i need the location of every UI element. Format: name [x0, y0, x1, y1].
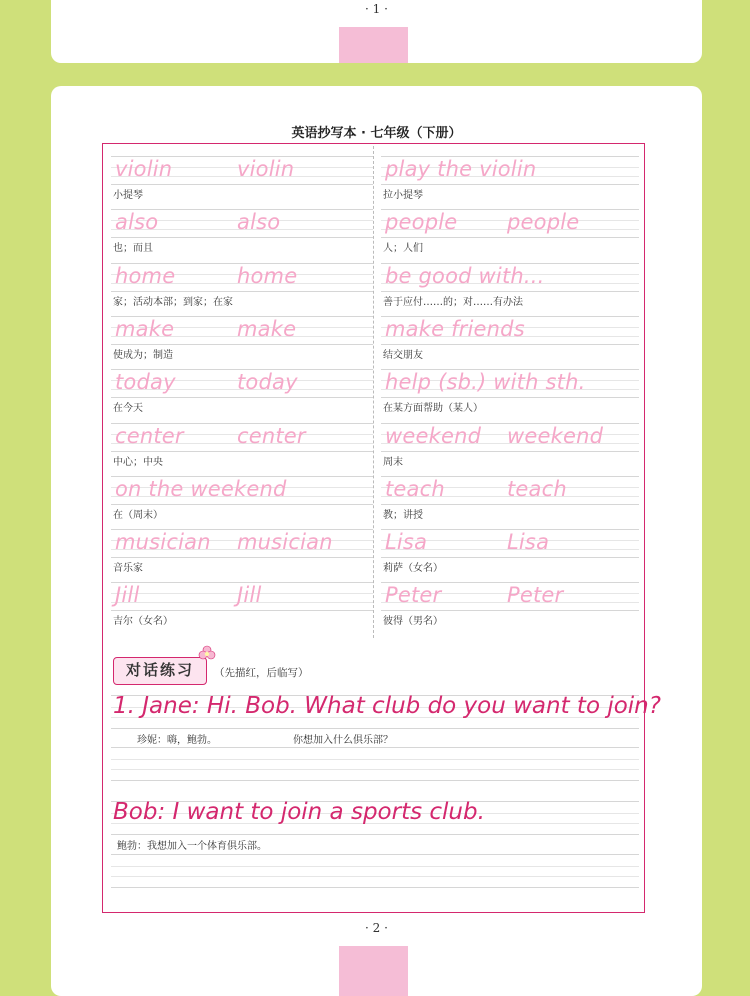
vocab-row-left [111, 519, 373, 575]
vocab-row-right [381, 146, 639, 201]
vocab-row-left [111, 572, 373, 628]
trace-word: center [237, 423, 306, 448]
dialog-instruction: （先描红，后临写） [214, 667, 309, 679]
dialog-translation-1a: 珍妮：嗨，鲍勃。 [137, 735, 217, 746]
trace-word: Jill [237, 583, 262, 608]
trace-word: Lisa [507, 530, 550, 555]
trace-word: teach [507, 476, 567, 501]
dialog-sentence-1: 1. Jane: Hi. Bob. What club do you want to join? [113, 693, 661, 719]
trace-word: make [115, 316, 175, 341]
column-divider [373, 146, 374, 638]
dialog-practice-line-2 [111, 854, 639, 888]
vocab-row-left [111, 253, 373, 308]
book-title: 英语抄写本 · 七年级（下册） [291, 126, 462, 141]
trace-word: musician [115, 530, 211, 555]
dialog-translation-2: 鲍勃：我想加入一个体育俱乐部。 [117, 841, 267, 852]
word-meaning: 使成为；制造 [113, 349, 173, 361]
word-meaning: 周末 [383, 456, 403, 468]
current-page [51, 86, 702, 996]
trace-word: weekend [385, 423, 482, 448]
trace-word: teach [385, 476, 445, 501]
trace-word: be good with... [385, 263, 545, 288]
page-tab-2 [339, 946, 408, 996]
word-meaning: 教；讲授 [383, 509, 423, 521]
vocab-row-left [111, 306, 373, 361]
trace-word: also [237, 210, 281, 235]
trace-word: Peter [507, 583, 564, 608]
word-meaning: 人；人们 [383, 243, 423, 255]
word-meaning: 中心；中央 [113, 456, 163, 468]
word-meaning: 家；活动本部；到家；在家 [113, 296, 233, 308]
trace-word: play the violin [385, 157, 537, 181]
word-meaning: 拉小提琴 [383, 190, 423, 201]
vocab-row-left [111, 359, 373, 415]
vocab-row-right [381, 466, 639, 521]
trace-word: make friends [385, 316, 525, 341]
vocab-row-left [111, 199, 373, 255]
word-meaning: 在（周末） [113, 509, 163, 521]
word-meaning: 善于应付……的；对……有办法 [383, 296, 523, 308]
vocab-row-right [381, 413, 639, 468]
trace-word: people [507, 210, 580, 235]
trace-word: Peter [385, 583, 442, 608]
vocab-row-right [381, 199, 639, 255]
page-number-2: · 2 · [365, 921, 388, 935]
vocab-row-left [111, 466, 373, 521]
trace-word: violin [237, 157, 295, 181]
word-meaning: 彼得（男名） [383, 616, 443, 628]
vocab-row-right [381, 253, 639, 308]
trace-word: violin [115, 157, 173, 181]
trace-word: home [237, 263, 298, 288]
trace-word: on the weekend [115, 476, 287, 501]
word-meaning: 结交朋友 [383, 349, 423, 361]
vocab-row-right [381, 359, 639, 415]
trace-word: today [237, 370, 298, 395]
page-number-1: · 1 · [365, 2, 388, 16]
trace-word: musician [237, 530, 333, 555]
copybook-frame [102, 143, 661, 913]
trace-word: people [385, 210, 458, 235]
trace-word: today [115, 370, 176, 395]
trace-word: weekend [507, 423, 604, 448]
flower-icon [198, 645, 216, 663]
dialog-heading: 对话练习 [113, 657, 207, 685]
trace-word: help (sb.) with sth. [385, 370, 586, 395]
dialog-practice-line-1 [111, 747, 639, 781]
previous-page [51, 0, 702, 63]
vocab-row-left [111, 146, 373, 201]
trace-word: make [237, 316, 297, 341]
trace-word: home [115, 263, 176, 288]
trace-word: also [115, 210, 159, 235]
word-meaning: 在某方面帮助（某人） [383, 403, 483, 415]
page-tab-1 [339, 27, 408, 63]
dialog-sentence-2: Bob: I want to join a sports club. [113, 799, 485, 825]
word-meaning: 在今天 [113, 403, 143, 415]
trace-word: Lisa [385, 530, 428, 555]
dialog-translation-1b: 你想加入什么俱乐部？ [293, 735, 393, 746]
vocab-row-right [381, 306, 639, 361]
trace-word: Jill [115, 583, 140, 608]
word-meaning: 小提琴 [113, 190, 143, 201]
word-meaning: 也；而且 [113, 243, 153, 255]
word-meaning: 音乐家 [113, 563, 143, 575]
vocab-row-right [381, 572, 639, 628]
vocab-row-left [111, 413, 373, 468]
trace-word: center [115, 423, 184, 448]
word-meaning: 吉尔（女名） [113, 616, 173, 628]
word-meaning: 莉萨（女名） [383, 563, 443, 575]
vocab-row-right [381, 519, 639, 575]
